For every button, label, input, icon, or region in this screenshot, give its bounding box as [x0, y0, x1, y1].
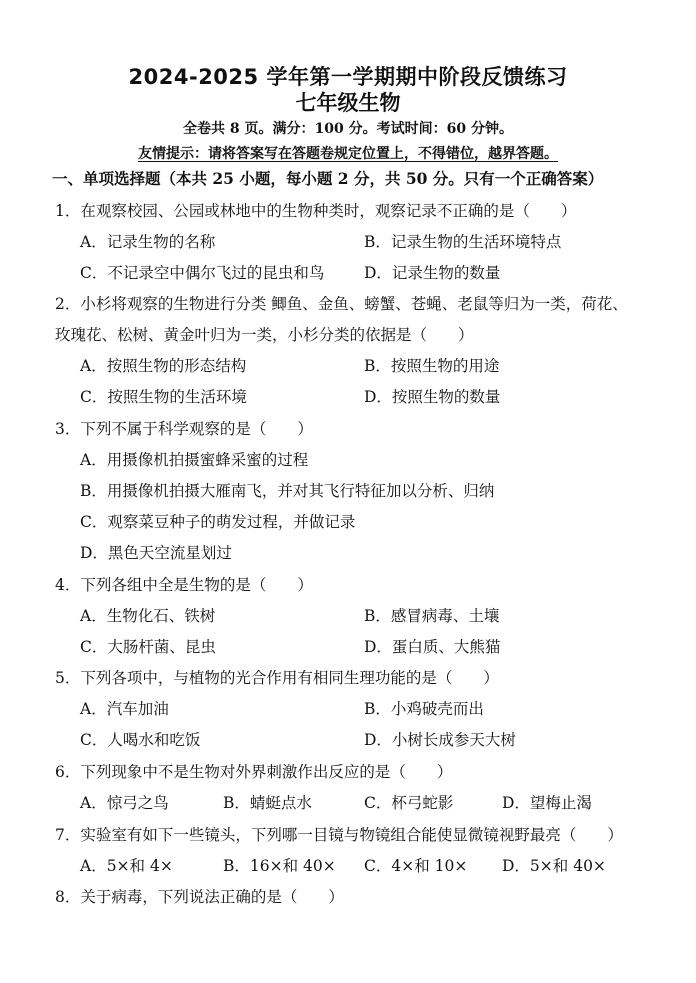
- question-6-option-c: C．杯弓蛇影: [364, 794, 454, 812]
- question-6-option-d: D．望梅止渴: [502, 794, 592, 812]
- question-3-option-d: D．黑色天空流星划过: [80, 544, 232, 562]
- exam-title: 2024-2025 学年第一学期期中阶段反馈练习: [128, 65, 568, 89]
- question-5-stem: 5．下列各项中，与植物的光合作用有相同生理功能的是（ ）: [55, 669, 499, 687]
- question-4-option-c: C．大肠杆菌、昆虫: [80, 638, 216, 656]
- question-5-option-b: B．小鸡破壳而出: [364, 700, 484, 718]
- question-6-stem: 6．下列现象中不是生物对外界刺激作出反应的是（ ）: [55, 763, 453, 781]
- exam-tip-text: 友情提示：请将答案写在答题卷规定位置上，不得错位，越界答题。: [138, 146, 558, 162]
- question-1-stem: 1．在观察校园、公园或林地中的生物种类时，观察记录不正确的是（ ）: [55, 202, 577, 220]
- question-1-option-d: D．记录生物的数量: [364, 264, 501, 282]
- question-5-option-c: C．人喝水和吃饭: [80, 731, 201, 749]
- question-4-option-b: B．感冒病毒、土壤: [364, 607, 500, 625]
- question-2-stem: 2．小杉将观察的生物进行分类 鲫鱼、金鱼、螃蟹、苍蝇、老鼠等归为一类，荷花、: [55, 295, 628, 313]
- question-6-option-a: A．惊弓之鸟: [80, 794, 169, 812]
- question-7-stem: 7．实验室有如下一些镜头，下列哪一目镜与物镜组合能使显微镜视野最亮（ ）: [55, 826, 623, 844]
- question-6-option-b: B．蜻蜓点水: [223, 794, 312, 812]
- question-2-stem-continued: 玫瑰花、松树、黄金叶归为一类，小杉分类的依据是（ ）: [55, 326, 474, 344]
- question-5-option-a: A．汽车加油: [80, 700, 169, 718]
- question-1-option-c: C．不记录空中偶尔飞过的昆虫和鸟: [80, 264, 325, 282]
- question-2-option-d: D．按照生物的数量: [364, 388, 501, 406]
- question-7-option-a: A．5×和 4×: [80, 857, 173, 875]
- exam-info: 全卷共 8 页。满分：100 分。考试时间：60 分钟。: [183, 121, 513, 137]
- section-heading: 一、单项选择题（本共 25 小题，每小题 2 分，共 50 分。只有一个正确答案）: [52, 169, 604, 188]
- question-4-stem: 4．下列各组中全是生物的是（ ）: [55, 576, 313, 594]
- question-3-option-b: B．用摄像机拍摄大雁南飞，并对其飞行特征加以分析、归纳: [80, 482, 495, 500]
- question-2-option-b: B．按照生物的用途: [364, 357, 500, 375]
- question-4-option-d: D．蛋白质、大熊猫: [364, 638, 501, 656]
- question-3-option-a: A．用摄像机拍摄蜜蜂采蜜的过程: [80, 451, 309, 469]
- exam-tip: [0, 144, 696, 164]
- question-1-option-a: A．记录生物的名称: [80, 233, 216, 251]
- question-3-stem: 3．下列不属于科学观察的是（ ）: [55, 420, 313, 438]
- exam-subtitle: 七年级生物: [295, 91, 401, 115]
- question-5-option-d: D．小树长成参天大树: [364, 731, 516, 749]
- question-7-option-d: D．5×和 40×: [502, 857, 606, 875]
- question-2-option-a: A．按照生物的形态结构: [80, 357, 247, 375]
- question-2-option-c: C．按照生物的生活环境: [80, 388, 247, 406]
- question-4-option-a: A．生物化石、铁树: [80, 607, 216, 625]
- question-7-option-b: B．16×和 40×: [223, 857, 336, 875]
- question-8-stem: 8．关于病毒，下列说法正确的是（ ）: [55, 888, 344, 906]
- question-1-option-b: B．记录生物的生活环境特点: [364, 233, 562, 251]
- question-7-option-c: C．4×和 10×: [364, 857, 468, 875]
- question-3-option-c: C．观察菜豆种子的萌发过程，并做记录: [80, 513, 356, 531]
